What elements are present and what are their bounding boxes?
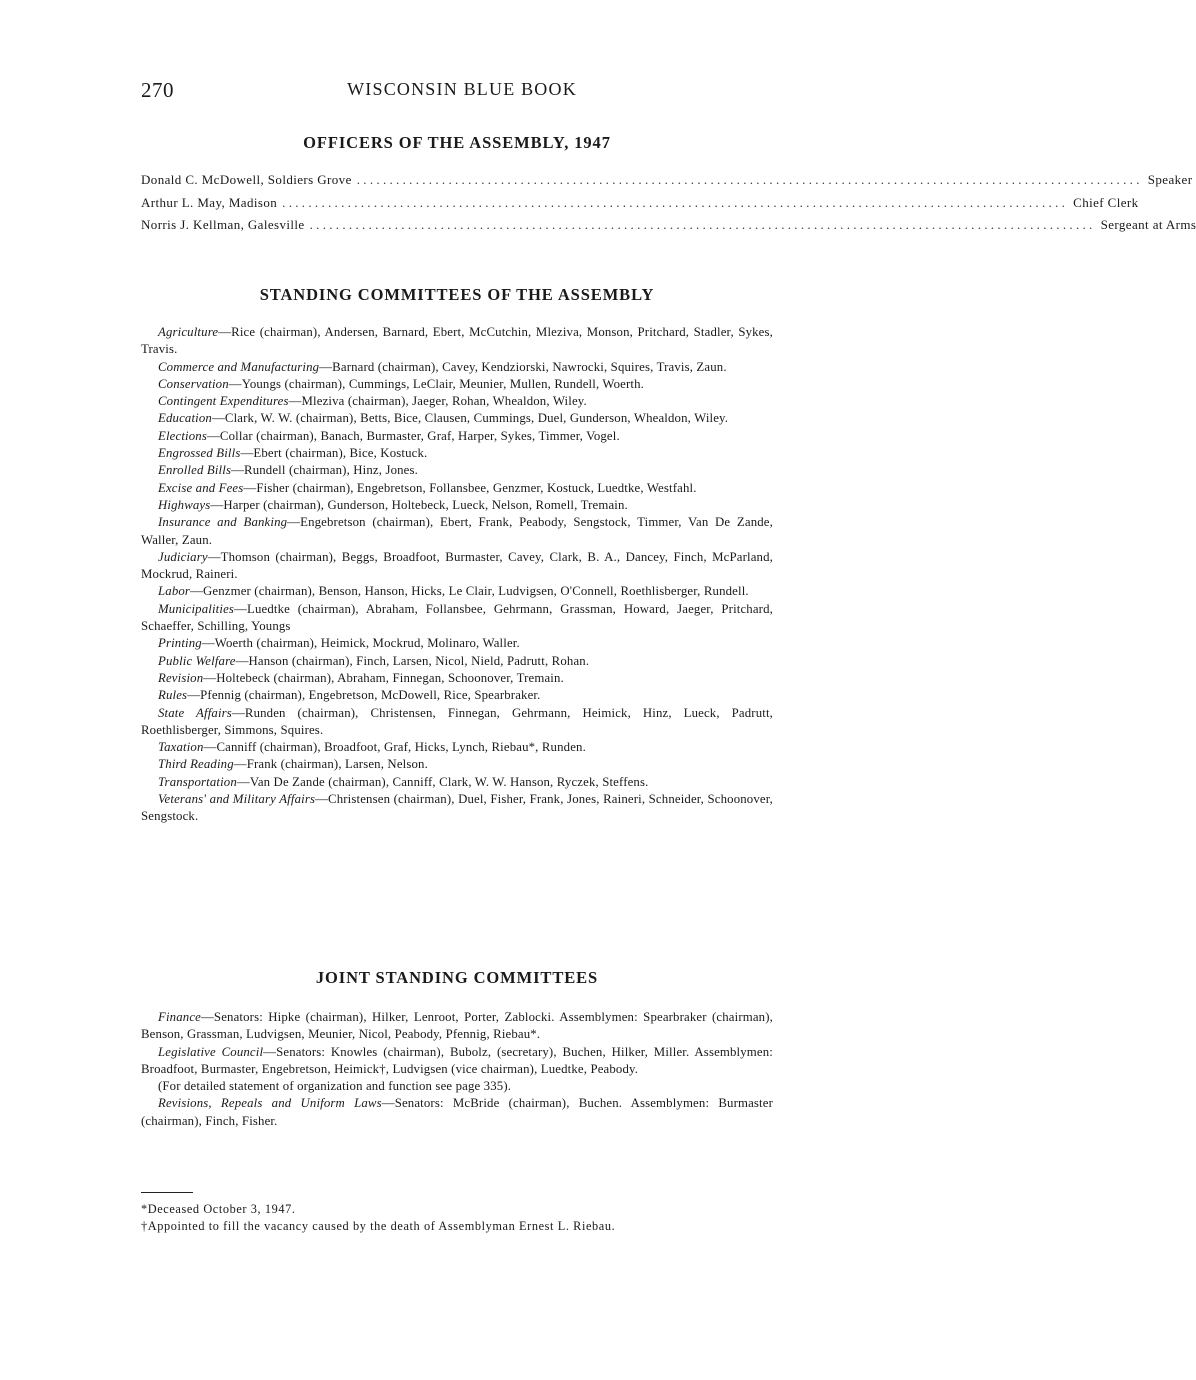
committee-entry [141,756,773,773]
committee-members: —Holtebeck (chairman), Abraham, Finnegan, Schoonover, Tremain. [203,670,564,685]
officer-name: Donald C. McDowell, Soldiers Grove [141,172,352,187]
committee-name: Public Welfare [158,653,236,668]
standing-committees-heading: STANDING COMMITTEES OF THE ASSEMBLY [259,285,655,304]
page-header [141,78,773,102]
page-number: 270 [141,78,174,102]
committee-name: Enrolled Bills [158,463,232,478]
committee-name: Transportation [158,774,237,789]
dot-leader: ........................................................................................................................ [356,172,1143,187]
committee-members: —Luedtke (chairman), Abraham, Follansbee, Gehrmann, Grassman, Howard, Jaeger, Pritchard, Schaeffer, Schilling, Youngs [141,601,773,634]
officer-role: Chief Clerk [1073,194,1139,210]
committee-members: —Ebert (chairman), Bice, Kostuck. [240,446,428,461]
committee-name: Insurance and Banking [158,515,288,530]
standing-committees-list [141,324,773,826]
committee-name: Commerce and Manufacturing [158,359,320,374]
joint-committees-list [141,1009,773,1130]
committee-members: (For detailed statement of organization and function see page 335). [158,1079,512,1094]
officers-heading: OFFICERS OF THE ASSEMBLY, 1947 [303,133,611,152]
committee-entry [141,428,773,445]
committee-members: —Senators: McBride (chairman), Buchen. Assemblymen: Burmaster (chairman), Finch, Fisher. [141,1096,773,1128]
officer-role: Sergeant at Arms [1100,217,1196,232]
committee-name: Third Reading [158,757,234,772]
committee-entry [141,791,773,826]
committee-name: Judiciary [158,549,208,564]
footnote: *Deceased October 3, 1947. [141,1202,296,1216]
committee-entry [141,670,773,687]
officer-name: Norris J. Kellman, Galesville [141,217,305,232]
committee-entry [141,514,773,549]
committee-members: —Pfennig (chairman), Engebretson, McDowell, Rice, Spearbraker. [187,688,541,703]
footnotes [141,1201,615,1234]
officer-row [141,194,1139,218]
officer-row [141,172,1193,195]
committee-members: —Rice (chairman), Andersen, Barnard, Ebert, McCutchin, Mleziva, Monson, Pritchard, Stadler, Sykes, Travis. [141,325,773,357]
committee-entry [141,601,773,636]
committee-entry [141,1095,773,1130]
committee-name: Municipalities [158,601,235,616]
committee-entry [141,1044,773,1079]
officer-row [141,217,1196,240]
committee-entry [141,1009,773,1044]
committee-members: —Barnard (chairman), Cavey, Kendziorski, Nawrocki, Squires, Travis, Zaun. [319,359,727,374]
committee-entry [141,774,773,791]
officers-list [141,172,1196,240]
committee-members: —Senators: Hipke (chairman), Hilker, Lenroot, Porter, Zablocki. Assemblymen: Spearbraker (chairman), Benson, Grassman, Ludvigsen, Meunier, Nicol, Peabody, Pfennig, Riebau*. [141,1010,773,1042]
committee-name: State Affairs [158,705,232,720]
committee-entry [141,324,773,359]
joint-committees-heading: JOINT STANDING COMMITTEES [315,968,599,987]
committee-members: —Runden (chairman), Christensen, Finnegan, Gehrmann, Heimick, Hinz, Lueck, Padrutt, Roethlisberger, Simmons, Squires. [141,705,774,737]
committee-members: —Rundell (chairman), Hinz, Jones. [231,463,418,478]
committee-name: Labor [158,584,191,599]
committee-entry [141,705,773,740]
committee-members: —Fisher (chairman), Engebretson, Follansbee, Genzmer, Kostuck, Luedtke, Westfahl. [243,480,697,495]
committee-members: —Woerth (chairman), Heimick, Mockrud, Molinaro, Waller. [201,636,520,651]
running-head: WISCONSIN BLUE BOOK [347,79,577,99]
committee-entry [141,1078,773,1095]
committee-entry [141,462,773,479]
committee-members: —Frank (chairman), Larsen, Nelson. [233,757,428,772]
committee-entry [141,635,773,652]
committee-name: Engrossed Bills [158,446,241,461]
committee-entry [141,739,773,756]
committee-entry [141,583,773,600]
committee-name: Highways [158,497,211,512]
committee-entry [141,376,773,393]
committee-entry [141,445,773,462]
committee-entry [141,393,773,410]
committee-name: Revisions, Repeals and Uniform Laws [158,1096,382,1111]
committee-name: Legislative Council [158,1044,264,1059]
committee-name: Education [158,411,212,426]
committee-members: —Clark, W. W. (chairman), Betts, Bice, Clausen, Cummings, Duel, Gunderson, Whealdon, Wiley. [211,411,729,426]
committee-name: Veterans' and Military Affairs [158,792,316,807]
committee-name: Rules [158,688,188,703]
dot-leader: ........................................................................................................................ [309,217,1096,232]
committee-name: Contingent Expenditures [158,394,289,409]
committee-members: —Senators: Knowles (chairman), Bubolz, (secretary), Buchen, Hilker, Miller. Assemblymen: Broadfoot, Burmaster, Engebretson, Heimick†, Ludvigsen (vice chairman), Luedtke, Peabody. [141,1044,773,1076]
committee-entry [141,359,773,376]
committee-entry [141,687,773,704]
officer-role: Speaker [1147,172,1193,187]
committee-members: —Canniff (chairman), Broadfoot, Graf, Hicks, Lynch, Riebau*, Runden. [203,740,586,755]
committee-name: Elections [158,428,207,443]
committee-members: —Van De Zande (chairman), Canniff, Clark, W. W. Hanson, Ryczek, Steffens. [236,774,649,789]
committee-name: Conservation [158,376,229,391]
dot-leader: ........................................................................................................................ [282,194,1069,210]
committee-entry [141,410,773,427]
committee-members: —Hanson (chairman), Finch, Larsen, Nicol, Nield, Padrutt, Rohan. [235,653,590,668]
committee-entry [141,549,773,584]
committee-members: —Engebretson (chairman), Ebert, Frank, Peabody, Sengstock, Timmer, Van De Zande, Waller, Zaun. [141,515,773,547]
committee-entry [141,480,773,497]
committee-name: Agriculture [158,325,219,339]
officer-name: Arthur L. May, Madison [141,194,278,210]
committee-members: —Thomson (chairman), Beggs, Broadfoot, Burmaster, Cavey, Clark, B. A., Dancey, Finch, McParland, Mockrud, Raineri. [141,549,773,582]
committee-name: Finance [158,1010,201,1024]
committee-members: —Genzmer (chairman), Benson, Hanson, Hicks, Le Clair, Ludvigsen, O'Connell, Roethlisberger, Rundell. [190,584,749,599]
footnote-divider [141,1192,193,1193]
footnote: †Appointed to fill the vacancy caused by the death of Assemblyman Ernest L. Riebau. [141,1218,616,1233]
committee-entry [141,653,773,670]
committee-name: Printing [158,636,202,651]
committee-name: Revision [158,670,204,685]
committee-members: —Christensen (chairman), Duel, Fisher, Frank, Jones, Raineri, Schneider, Schoonover, Sengstock. [141,792,773,824]
committee-members: —Collar (chairman), Banach, Burmaster, Graf, Harper, Sykes, Timmer, Vogel. [206,428,620,443]
committee-name: Taxation [158,740,204,755]
committee-name: Excise and Fees [158,480,244,495]
committee-entry [141,497,773,514]
committee-members: —Youngs (chairman), Cummings, LeClair, Meunier, Mullen, Rundell, Woerth. [228,376,645,391]
committee-members: —Harper (chairman), Gunderson, Holtebeck, Lueck, Nelson, Romell, Tremain. [210,497,628,512]
committee-members: —Mleziva (chairman), Jaeger, Rohan, Whealdon, Wiley. [288,394,587,409]
